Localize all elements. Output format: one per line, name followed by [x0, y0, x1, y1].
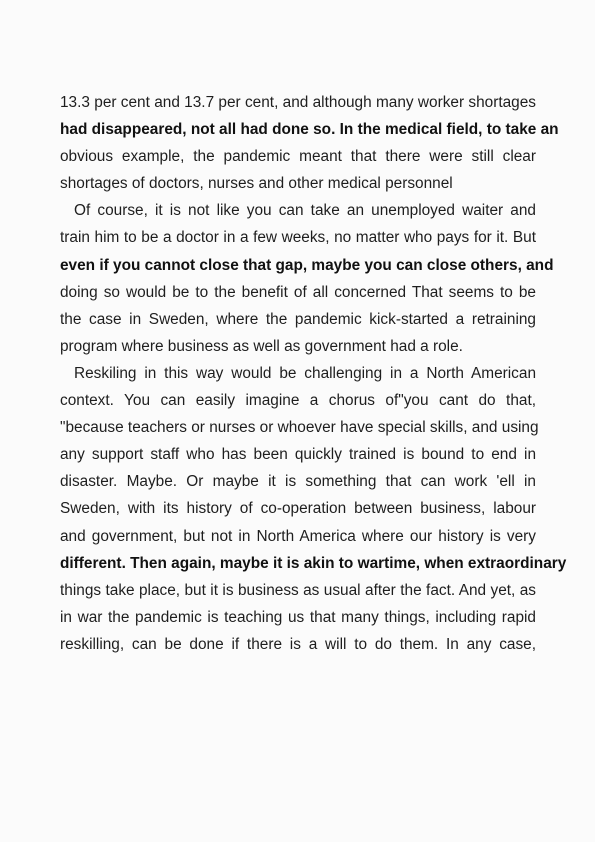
- text-line: even if you cannot close that gap, maybe you can close others, and: [60, 256, 554, 274]
- text-line: and government, but not in North America where our history is very: [60, 527, 536, 545]
- text-line: different. Then again, maybe it is akin to wartime, when extraordinary: [60, 554, 567, 572]
- text-line: Of course, it is not like you can take an unemployed waiter and: [74, 202, 536, 220]
- text-line: doing so would be to the benefit of all concerned That seems to be: [60, 283, 536, 301]
- text-line: had disappeared, not all had done so. In the medical field, to take an: [60, 121, 559, 139]
- text-line: shortages of doctors, nurses and other medical personnel: [60, 175, 453, 193]
- text-line: "because teachers or nurses or whoever have special skills, and using: [60, 419, 539, 437]
- text-line: disaster. Maybe. Or maybe it is something that can work 'ell in: [60, 473, 536, 491]
- paragraph: [60, 89, 559, 197]
- text-line: in war the pandemic is teaching us that many things, including rapid: [60, 608, 536, 626]
- text-line: obvious example, the pandemic meant that there were still clear: [60, 148, 536, 166]
- text-line: things take place, but it is business as usual after the fact. And yet, as: [60, 581, 536, 599]
- text-line: Reskiling in this way would be challenging in a North American: [74, 364, 536, 382]
- document-body: [60, 89, 567, 658]
- text-line: context. You can easily imagine a chorus of"you cant do that,: [60, 392, 536, 410]
- text-line: any support staff who has been quickly trained is bound to end in: [60, 446, 536, 464]
- text-line: program where business as well as government had a role.: [60, 337, 463, 355]
- paragraph: [60, 197, 554, 360]
- text-line: the case in Sweden, where the pandemic kick-started a retraining: [60, 310, 536, 328]
- text-line: 13.3 per cent and 13.7 per cent, and although many worker shortages: [60, 94, 536, 111]
- text-line: Sweden, with its history of co-operation between business, labour: [60, 500, 536, 518]
- text-line: reskilling, can be done if there is a will to do them. In any case,: [60, 635, 536, 653]
- paragraph: [60, 360, 567, 658]
- text-line: train him to be a doctor in a few weeks, no matter who pays for it. But: [60, 229, 536, 247]
